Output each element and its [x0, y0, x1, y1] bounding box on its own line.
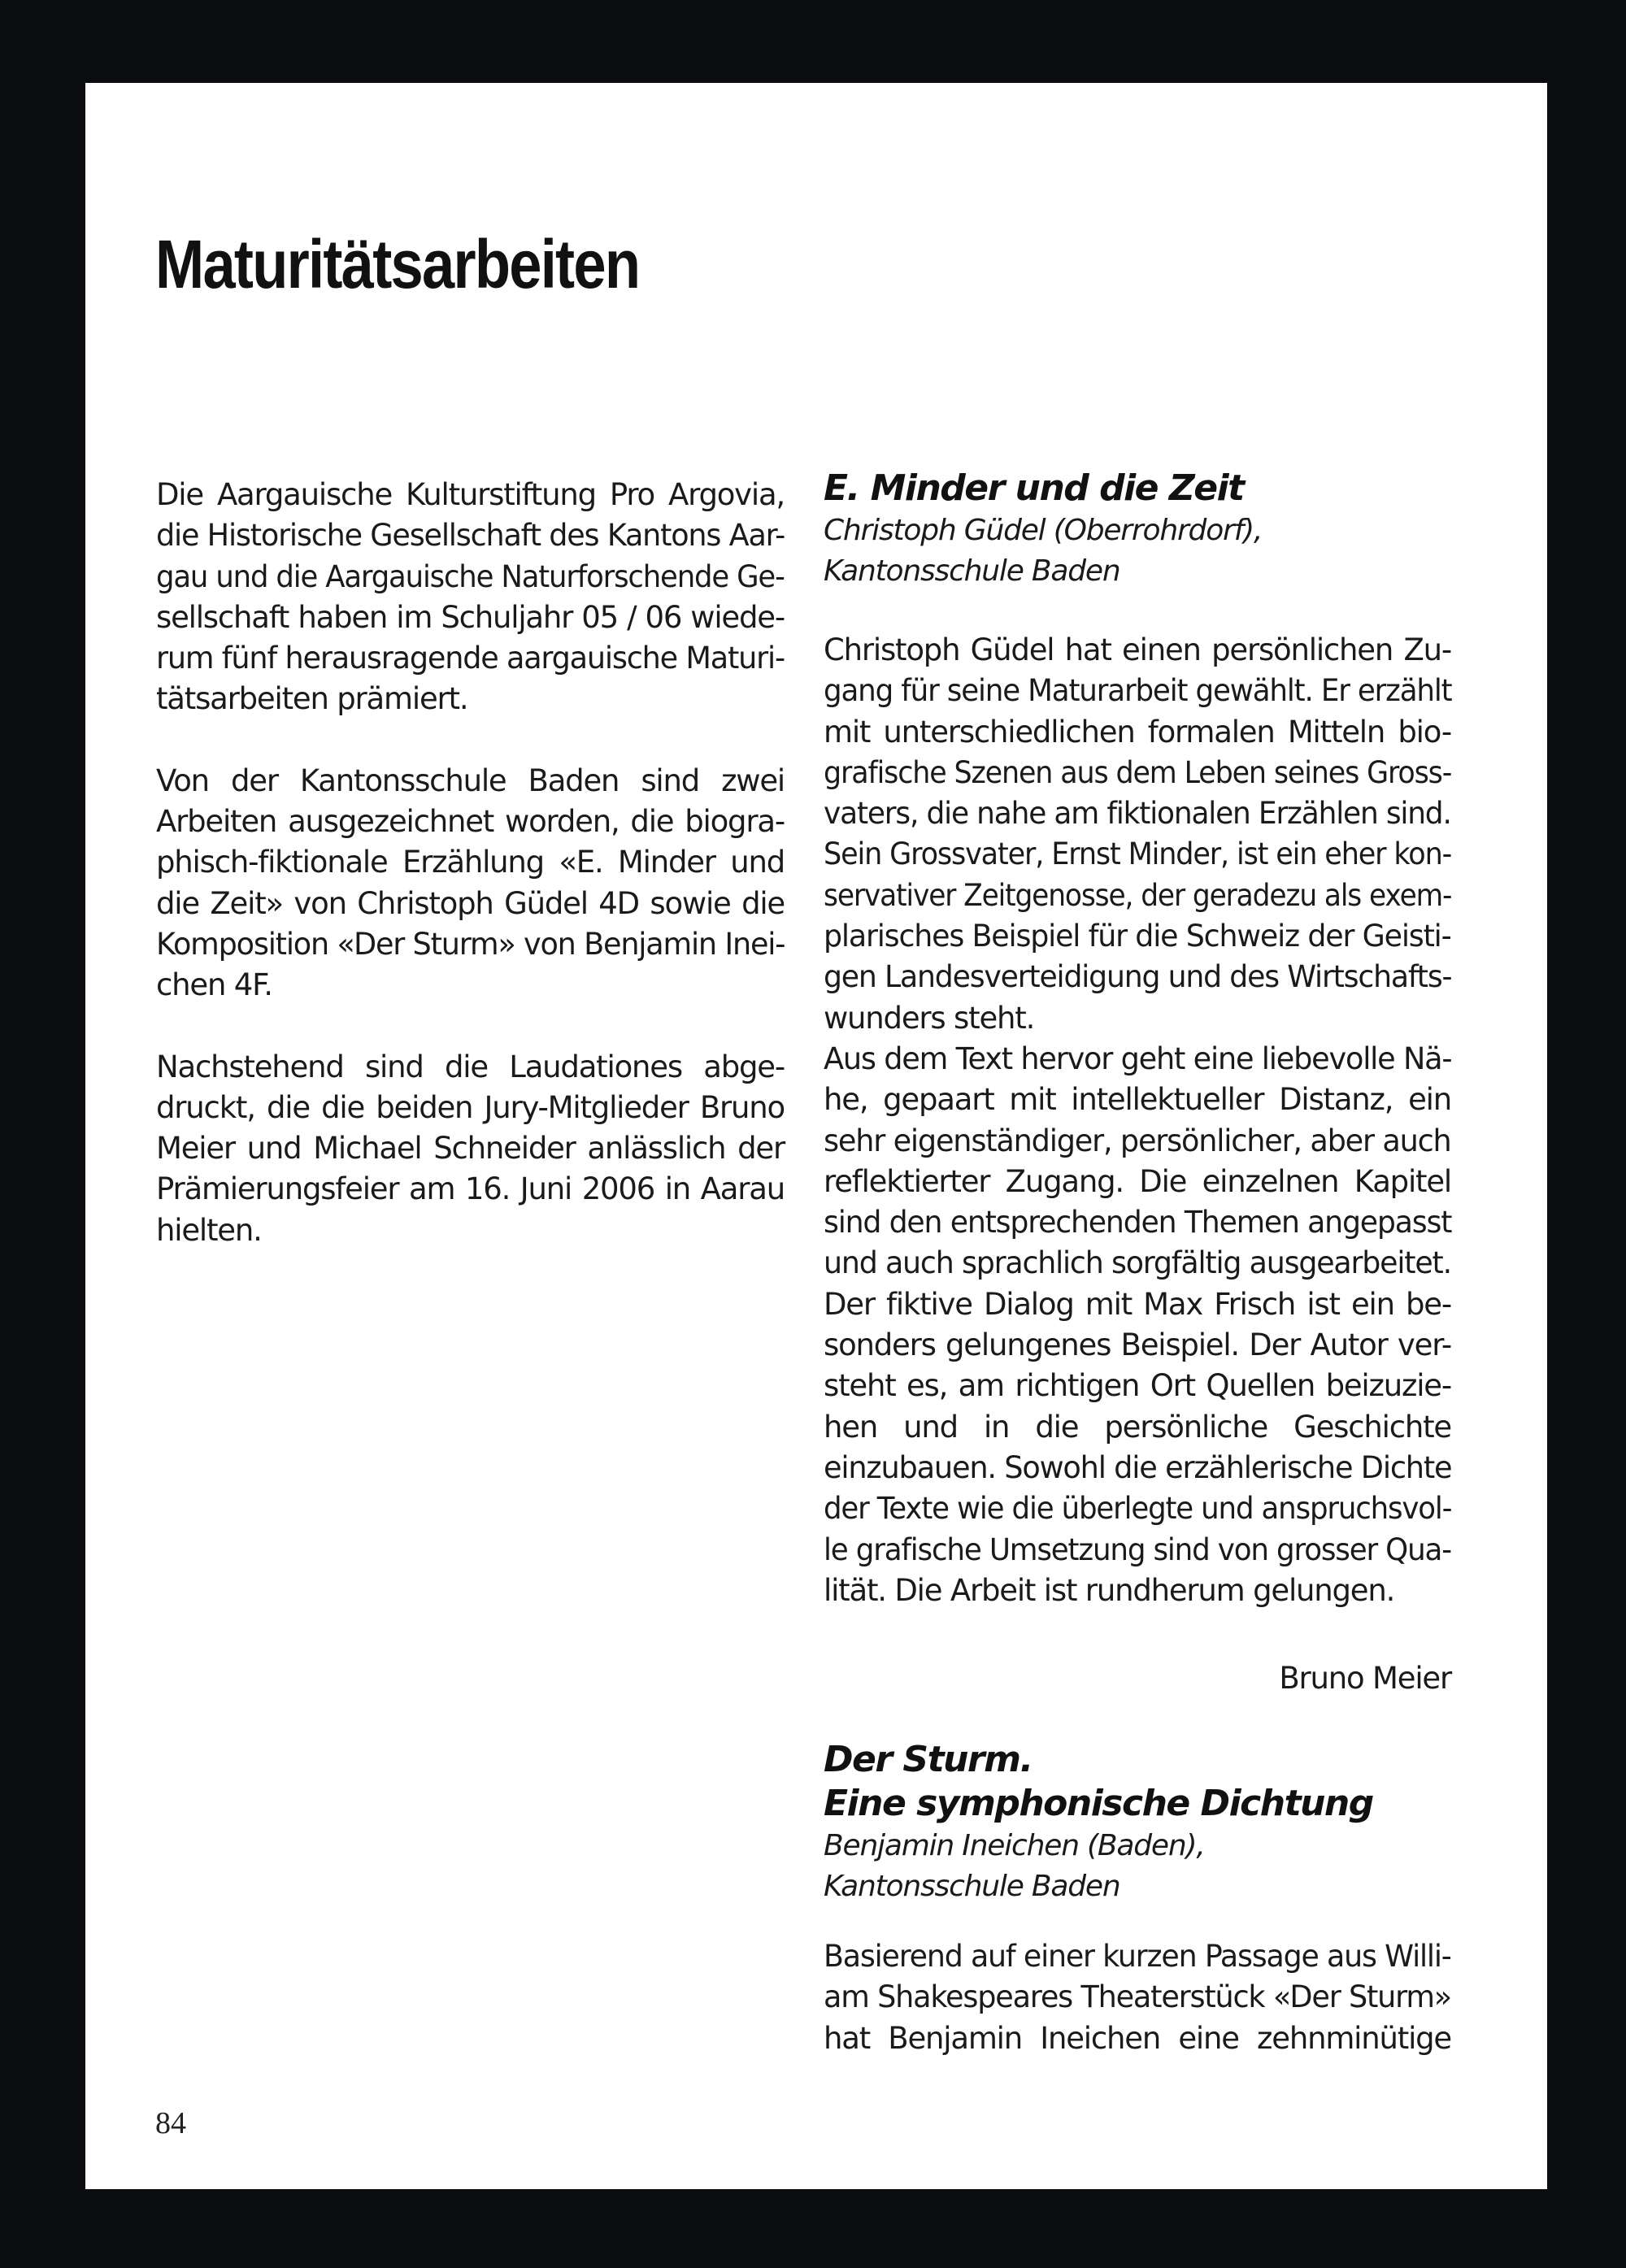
paragraph-gap	[156, 720, 785, 761]
text-line: und auch sprachlich sorgfältig ausgearbeitet.	[824, 1245, 1451, 1281]
text-line: tätsarbeiten prämiert.	[156, 681, 468, 717]
text-line: die Historische Gesellschaft des Kantons Aar-	[156, 518, 785, 554]
text-line: sind den entsprechenden Themen angepasst	[824, 1205, 1452, 1240]
text-line: Aus dem Text hervor geht eine liebevolle Nä-	[824, 1041, 1452, 1076]
text-line: Komposition «Der Sturm» von Benjamin Inei-	[156, 926, 785, 962]
intro-paragraph-2	[156, 761, 785, 1006]
text-line: servativer Zeitgenosse, der geradezu als exem-	[824, 877, 1452, 913]
text-line: Meier und Michael Schneider anlässlich der	[156, 1131, 785, 1167]
intro-column	[156, 475, 785, 1251]
text-line: vaters, die nahe am fiktionalen Erzählen sind.	[824, 796, 1451, 832]
text-line: grafische Szenen aus dem Leben seines Gross-	[824, 754, 1452, 790]
article-heading-line-2: Eine symphonische Dichtung	[824, 1783, 1373, 1824]
text-line: lität. Die Arbeit ist rundherum gelungen.	[824, 1572, 1395, 1608]
text-line: am Shakespeares Theaterstück «Der Sturm»	[824, 1979, 1451, 2015]
text-line: Basierend auf einer kurzen Passage aus Willi-	[824, 1939, 1451, 1974]
article-1-body	[824, 630, 1451, 1611]
intro-paragraph-1	[156, 475, 785, 720]
article-school: Kantonsschule Baden	[824, 554, 1120, 589]
text-line: sehr eigenständiger, persönlicher, aber auch	[824, 1123, 1451, 1158]
article-2	[824, 1738, 1451, 1908]
page-title: Maturitätsarbeiten	[155, 226, 640, 302]
text-line: gang für seine Maturarbeit gewählt. Er erzählt	[824, 673, 1452, 709]
text-line: Arbeiten ausgezeichnet worden, die biogra-	[156, 804, 785, 840]
text-line: mit unterschiedlichen formalen Mitteln bio-	[824, 714, 1451, 749]
text-line: die Zeit» von Christoph Güdel 4D sowie die	[156, 885, 785, 921]
text-line: he, gepaart mit intellektueller Distanz, ein	[824, 1082, 1451, 1118]
article-heading-line-1: Der Sturm.	[824, 1739, 1033, 1780]
text-line: sellschaft haben im Schuljahr 05 / 06 wiede-	[156, 599, 785, 635]
text-line: phisch-fiktionale Erzählung «E. Minder und	[156, 845, 785, 880]
text-line: plarisches Beispiel für die Schweiz der Geisti-	[824, 919, 1451, 954]
article-heading: E. Minder und die Zeit	[824, 467, 1244, 509]
article-author: Christoph Güdel (Oberrohrdorf),	[824, 514, 1263, 547]
text-line: druckt, die die beiden Jury-Mitglieder Bruno	[156, 1089, 785, 1125]
text-line: gau und die Aargauische Naturforschende Ge-	[156, 558, 785, 594]
text-line: reflektierter Zugang. Die einzelnen Kapitel	[824, 1163, 1451, 1199]
text-line: gen Landesverteidigung und des Wirtschafts-	[824, 959, 1452, 995]
intro-paragraph-3	[156, 1047, 785, 1251]
paragraph-gap	[156, 1006, 785, 1047]
text-line: sonders gelungenes Beispiel. Der Autor ver-	[824, 1327, 1451, 1363]
text-line: chen 4F.	[156, 967, 272, 1003]
text-line: le grafische Umsetzung sind von grosser Qua-	[824, 1532, 1451, 1567]
text-line: Sein Grossvater, Ernst Minder, ist ein eher kon-	[824, 836, 1452, 872]
page-number: 84	[155, 2106, 186, 2140]
text-line: hielten.	[156, 1212, 262, 1248]
text-line: Die Aargauische Kulturstiftung Pro Argovia,	[156, 477, 785, 512]
text-line: hen und in die persönliche Geschichte	[824, 1409, 1451, 1445]
text-line: Von der Kantonsschule Baden sind zwei	[156, 763, 785, 798]
text-line: Christoph Güdel hat einen persönlichen Zu-	[824, 632, 1451, 667]
article-2-body	[824, 1936, 1451, 2059]
text-line: steht es, am richtigen Ort Quellen beizuzie-	[824, 1368, 1451, 1404]
text-line: Nachstehend sind die Laudationes abge-	[156, 1049, 785, 1084]
text-line: Der fiktive Dialog mit Max Frisch ist ein be-	[824, 1286, 1451, 1322]
text-line: wunders steht.	[824, 1000, 1035, 1036]
text-line: Prämierungsfeier am 16. Juni 2006 in Aarau	[156, 1171, 785, 1207]
article-1	[824, 467, 1451, 593]
text-line: hat Benjamin Ineichen eine zehnminütige	[824, 2020, 1451, 2056]
text-line: einzubauen. Sowohl die erzählerische Dichte	[824, 1449, 1452, 1485]
text-line: der Texte wie die überlegte und anspruchsvol-	[824, 1491, 1452, 1527]
text-line: rum fünf herausragende aargauische Maturi-	[156, 641, 785, 676]
document-page	[85, 83, 1547, 2189]
article-author: Benjamin Ineichen (Baden),	[824, 1829, 1205, 1862]
article-school: Kantonsschule Baden	[824, 1870, 1120, 1904]
article-signature: Bruno Meier	[1279, 1661, 1451, 1696]
